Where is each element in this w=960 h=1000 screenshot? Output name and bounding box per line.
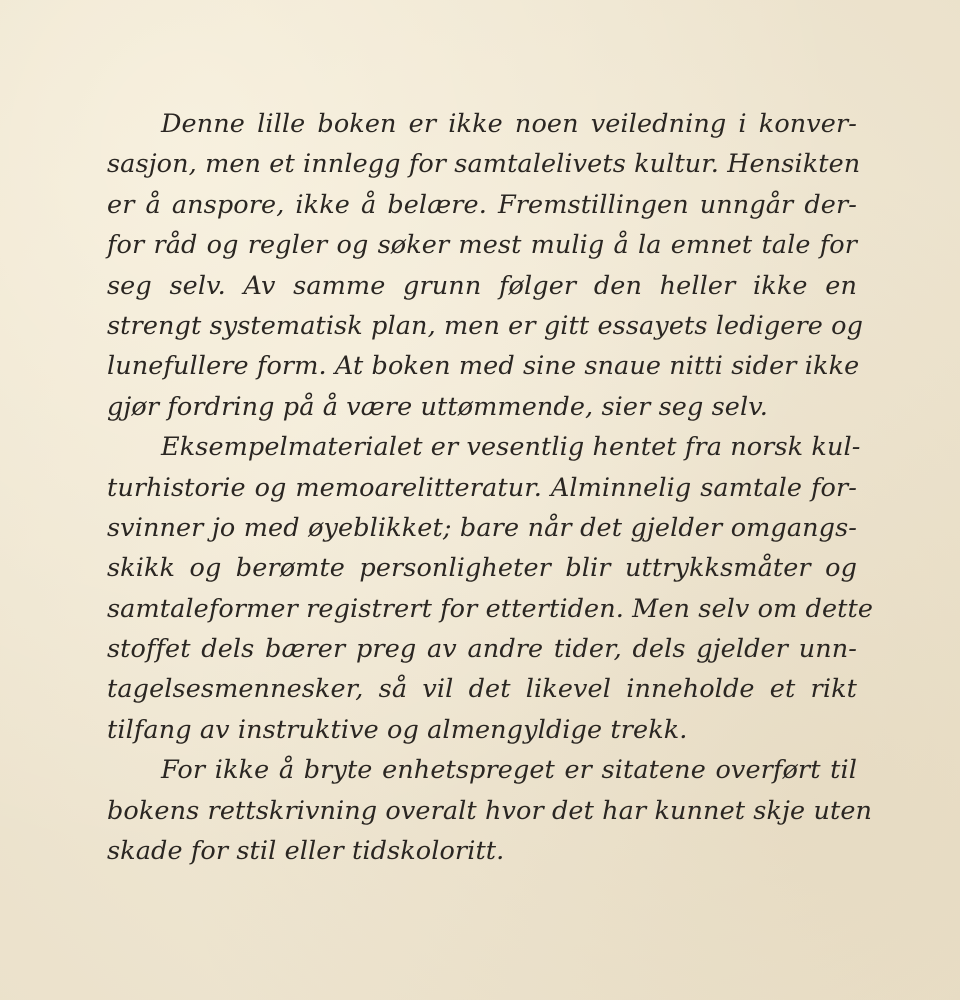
text-line: stoffet dels bærer preg av andre tider, dels gjelder unn- (107, 634, 857, 665)
text-line: samtaleformer registrert for ettertiden. Men selv om dette (107, 593, 874, 624)
paragraph-1 (107, 104, 864, 427)
text-line: tagelsesmennesker, så vil det likevel inneholde et rikt (107, 674, 857, 705)
text-line: lunefullere form. At boken med sine snaue nitti sider ikke (107, 351, 860, 382)
text-line: er å anspore, ikke å belære. Fremstillingen unngår der- (107, 189, 857, 220)
text-line: Denne lille boken er ikke noen veiledning i konver- (161, 109, 857, 139)
text-line: skade for stil eller tidskoloritt. (107, 836, 505, 867)
text-line: turhistorie og memoarelitteratur. Alminnelig samtale for- (107, 472, 857, 503)
paragraph-2 (107, 427, 874, 750)
preface-text (107, 104, 874, 871)
text-line: sasjon, men et innlegg for samtalelivets kultur. Hensikten (107, 149, 861, 180)
text-line: svinner jo med øyeblikket; bare når det gjelder omgangs- (107, 512, 857, 543)
text-line: strengt systematisk plan, men er gitt essayets ledigere og (107, 310, 864, 341)
paragraph-3 (107, 750, 873, 871)
text-line: skikk og berømte personligheter blir uttrykksmåter og (107, 553, 857, 584)
text-line: for råd og regler og søker mest mulig å la emnet tale for (107, 230, 857, 261)
text-line: bokens rettskrivning overalt hvor det har kunnet skje uten (107, 795, 873, 826)
text-line: Eksempelmaterialet er vesentlig hentet fra norsk kul- (161, 432, 861, 463)
text-line: For ikke å bryte enhetspreget er sitatene overført til (161, 755, 857, 786)
text-line: seg selv. Av samme grunn følger den heller ikke en (107, 270, 857, 301)
text-line: gjør fordring på å være uttømmende, sier seg selv. (107, 391, 768, 422)
text-line: tilfang av instruktive og almengyldige trekk. (107, 714, 688, 745)
